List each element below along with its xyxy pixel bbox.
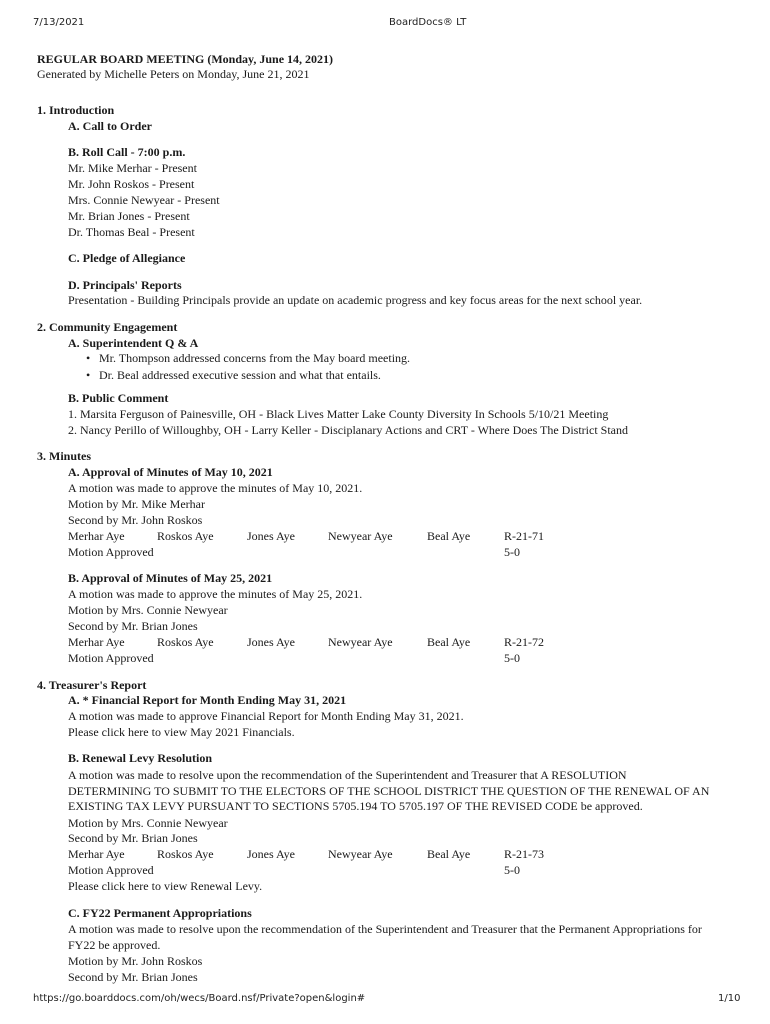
resolution-number: R-21-72 (504, 635, 544, 649)
item-title: B. Roll Call - 7:00 p.m. (68, 145, 186, 159)
print-url: https://go.boarddocs.com/oh/wecs/Board.nsf/Private?open&login# (33, 993, 366, 1004)
public-comment: 1. Marsita Ferguson of Painesville, OH - Black Lives Matter Lake County Diversity In Schools 5/10/21 Meeting (68, 407, 609, 421)
item-title: B. Renewal Levy Resolution (68, 751, 212, 765)
motion-text: A motion was made to approve the minutes of May 25, 2021. (68, 587, 363, 601)
print-title: BoardDocs® LT (389, 17, 467, 28)
financials-link[interactable]: Please click here to view May 2021 Financials. (68, 725, 295, 739)
vote: Beal Aye (427, 635, 471, 649)
roll-call-entry: Mr. John Roskos - Present (68, 177, 195, 191)
vote: Beal Aye (427, 847, 471, 861)
roll-call-entry: Mr. Brian Jones - Present (68, 209, 190, 223)
vote-count: 5-0 (504, 651, 520, 665)
vote: Roskos Aye (157, 529, 214, 543)
generated-by: Generated by Michelle Peters on Monday, June 21, 2021 (37, 67, 310, 81)
vote: Merhar Aye (68, 847, 125, 861)
bullet-item: • Mr. Thompson addressed concerns from the May board meeting. (99, 350, 410, 366)
vote: Newyear Aye (328, 847, 393, 861)
vote: Jones Aye (247, 635, 295, 649)
vote: Newyear Aye (328, 635, 393, 649)
motion-text-line: EXISTING TAX LEVY PURSUANT TO SECTIONS 5705.194 TO 5705.197 OF THE REVISED CODE be approved. (68, 799, 643, 813)
vote: Roskos Aye (157, 635, 214, 649)
renewal-levy-link[interactable]: Please click here to view Renewal Levy. (68, 879, 263, 893)
print-date: 7/13/2021 (33, 17, 85, 28)
motion-result: Motion Approved (68, 545, 154, 559)
item-title: C. Pledge of Allegiance (68, 251, 186, 265)
vote: Merhar Aye (68, 635, 125, 649)
item-title: B. Public Comment (68, 391, 169, 405)
motion-text-line: DETERMINING TO SUBMIT TO THE ELECTORS OF THE SCHOOL DISTRICT THE QUESTION OF THE RENEWAL OF AN (68, 784, 710, 798)
section-heading: 3. Minutes (37, 449, 91, 463)
vote: Beal Aye (427, 529, 471, 543)
item-title: D. Principals' Reports (68, 278, 182, 292)
motion-text-line: FY22 be approved. (68, 938, 161, 952)
motion-text: A motion was made to approve the minutes of May 10, 2021. (68, 481, 363, 495)
second-by: Second by Mr. Brian Jones (68, 831, 198, 845)
public-comment: 2. Nancy Perillo of Willoughby, OH - Larry Keller - Disciplanary Actions and CRT - Where Does The District Stand (68, 423, 629, 437)
roll-call-entry: Dr. Thomas Beal - Present (68, 225, 195, 239)
roll-call-entry: Mr. Mike Merhar - Present (68, 161, 197, 175)
item-title: A. Approval of Minutes of May 10, 2021 (68, 465, 273, 479)
motion-text-line: A motion was made to resolve upon the recommendation of the Superintendent and Treasurer that the Permanent Appropriations for (68, 922, 702, 936)
meeting-title: REGULAR BOARD MEETING (Monday, June 14, 2021) (37, 52, 334, 66)
section-heading: 1. Introduction (37, 103, 115, 117)
resolution-number: R-21-71 (504, 529, 544, 543)
item-title: A. Call to Order (68, 119, 152, 133)
item-text: Presentation - Building Principals provide an update on academic progress and key focus areas for the next school year. (68, 293, 643, 307)
second-by: Second by Mr. Brian Jones (68, 619, 198, 633)
vote: Merhar Aye (68, 529, 125, 543)
second-by: Second by Mr. John Roskos (68, 513, 203, 527)
item-title: A. Superintendent Q & A (68, 336, 199, 350)
roll-call-entry: Mrs. Connie Newyear - Present (68, 193, 220, 207)
item-title: C. FY22 Permanent Appropriations (68, 906, 252, 920)
vote-count: 5-0 (504, 545, 520, 559)
page-number: 1/10 (718, 993, 741, 1004)
vote-count: 5-0 (504, 863, 520, 877)
motion-by: Motion by Mr. John Roskos (68, 954, 203, 968)
motion-result: Motion Approved (68, 651, 154, 665)
vote: Jones Aye (247, 529, 295, 543)
item-title: A. * Financial Report for Month Ending May 31, 2021 (68, 693, 347, 707)
motion-by: Motion by Mrs. Connie Newyear (68, 603, 228, 617)
motion-text-line: A motion was made to resolve upon the recommendation of the Superintendent and Treasurer that A RESOLUTION (68, 768, 627, 782)
motion-by: Motion by Mrs. Connie Newyear (68, 816, 228, 830)
vote: Roskos Aye (157, 847, 214, 861)
second-by: Second by Mr. Brian Jones (68, 970, 198, 984)
motion-result: Motion Approved (68, 863, 154, 877)
vote: Newyear Aye (328, 529, 393, 543)
bullet-item: • Dr. Beal addressed executive session and what that entails. (99, 367, 381, 383)
vote: Jones Aye (247, 847, 295, 861)
section-heading: 4. Treasurer's Report (37, 678, 147, 692)
resolution-number: R-21-73 (504, 847, 544, 861)
item-title: B. Approval of Minutes of May 25, 2021 (68, 571, 273, 585)
motion-by: Motion by Mr. Mike Merhar (68, 497, 205, 511)
motion-text: A motion was made to approve Financial Report for Month Ending May 31, 2021. (68, 709, 464, 723)
section-heading: 2. Community Engagement (37, 320, 178, 334)
